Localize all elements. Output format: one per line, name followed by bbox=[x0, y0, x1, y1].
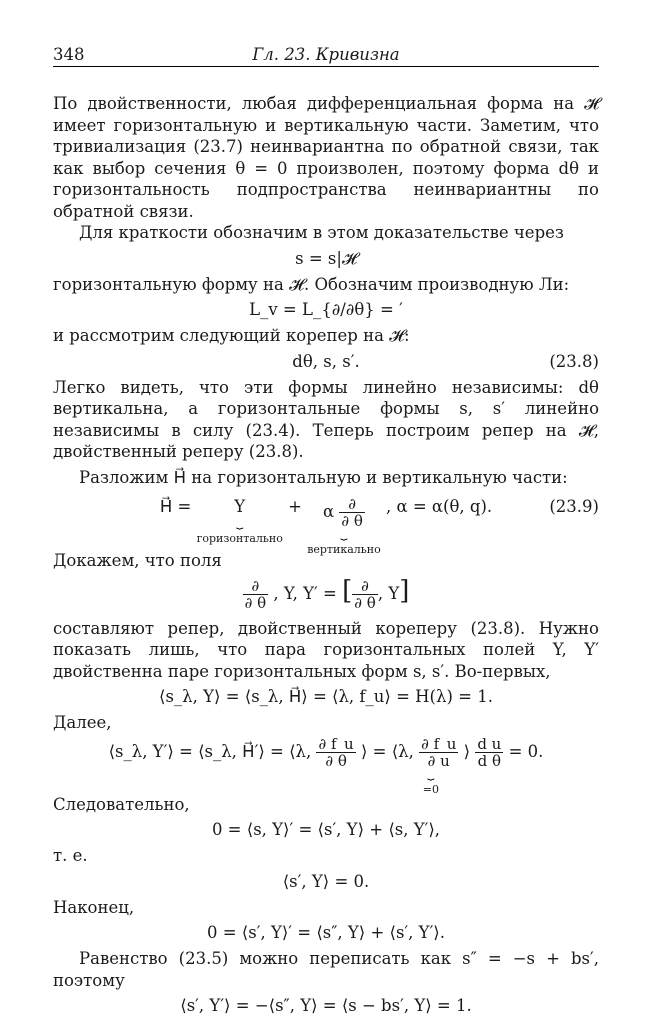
running-header bbox=[53, 44, 599, 67]
equation-number: (23.8) bbox=[549, 351, 599, 371]
paragraph-rewrite: Равенство (23.5) можно переписать как s″ = −s + bs′, поэтому bbox=[53, 949, 599, 990]
paragraph-horizontal-form: горизонтальную форму на 𝓗. Обозначим производную Ли: bbox=[53, 274, 570, 294]
paragraph-brevity: Для краткости обозначим в этом доказательстве через bbox=[79, 223, 564, 242]
equation-s: s = s|𝓗 bbox=[295, 248, 357, 268]
equation-23-8: dθ, s, s′. (23.8) bbox=[292, 351, 599, 371]
equation-ie: ⟨s′, Y⟩ = 0. bbox=[282, 871, 370, 891]
paragraph-duality: По двойственности, любая дифференциальная форма на 𝓗 имеет горизонтальную и вертикальную части. Заметим, что тривиализация (23.7) неинвариантна по обратной связи, так как выбор сечения θ = 0 произволен, поэтому форма dθ и горизонтальность подпространства неинвариантны по обратной связи. bbox=[53, 94, 599, 221]
equation-consequence: 0 = ⟨s, Y⟩′ = ⟨s′, Y⟩ + ⟨s, Y′⟩, bbox=[211, 820, 441, 839]
equation-fields: $\frac{\partial}{\partial \theta}$ , Y, Y′ = [ $\frac{\partial}{\partial \theta}$ , Y] bbox=[244, 575, 410, 612]
paragraph-coframe: и рассмотрим следующий корепер на 𝓗: bbox=[53, 326, 410, 345]
equation-final-2: ⟨s′, Y′⟩ = −⟨s″, Y⟩ = ⟨s − bs′, Y⟩ = 1. bbox=[180, 996, 472, 1015]
equation-lie-derivative: L_v = L_{∂/∂θ} = ′ bbox=[249, 300, 403, 319]
running-title: Гл. 23. Кривизна bbox=[252, 45, 400, 64]
paragraph-independent: Легко видеть, что эти формы линейно независимы: dθ вертикальна, а горизонтальные формы s, s′ линейно независимы в силу (23.4). Теперь построим репер на 𝓗, двойственный реперу (23.8). bbox=[53, 377, 599, 461]
underbrace-vertical: α $\frac{\partial}{\partial \theta}$ ⏟ вертикально bbox=[307, 495, 381, 556]
equation-23-9: H⃗ = Y ⏟ горизонтально + α $\frac{\partial}{\partial \theta}$ ⏟ вертикально , α = α(θ, q). (23.9) bbox=[53, 488, 599, 544]
equation-pair-2: ⟨s_λ, Y′⟩ = ⟨s_λ, H⃗′⟩ = ⟨λ, $\frac{\partial f\_u}{\partial \theta}$ ⟩ = ⟨λ, $\frac{\partial f\_u}{\partial u}$ ⟩ ⏟ =0 $\frac{\text{d u}}{\text{d θ}}$ = 0. bbox=[53, 734, 599, 788]
paragraph-next: Далее, bbox=[53, 713, 112, 732]
underbrace-zero: ⟨λ, $\frac{\partial f\_u}{\partial u}$ ⟩ ⏟ =0 bbox=[391, 734, 471, 796]
fraction-d-dtheta: $\frac{\partial}{\partial \theta}$ bbox=[341, 495, 363, 530]
underbrace-horizontal: Y ⏟ горизонтально bbox=[196, 497, 283, 545]
paragraph-finally: Наконец, bbox=[53, 897, 135, 917]
paragraph-dual-frame: составляют репер, двойственный кореперу (23.8). Нужно показать лишь, что пара горизонтальных полей Y, Y′ двойственна паре горизонтальных форм s, s′. Во-первых, bbox=[53, 618, 599, 681]
paragraph-prove: Докажем, что поля bbox=[53, 551, 222, 570]
paragraph-ie: т. е. bbox=[53, 846, 88, 865]
paragraph-decompose: Разложим H⃗ на горизонтальную и вертикальную части: bbox=[79, 467, 568, 487]
page-number: 348 bbox=[53, 45, 85, 64]
equation-pair-1: ⟨s_λ, Y⟩ = ⟨s_λ, H⃗⟩ = ⟨λ, f_u⟩ = H(λ) = 1. bbox=[159, 687, 493, 706]
book-page bbox=[53, 44, 599, 1021]
paragraph-therefore: Следовательно, bbox=[53, 794, 190, 814]
equation-number: (23.9) bbox=[549, 497, 599, 516]
equation-final-1: 0 = ⟨s′, Y⟩′ = ⟨s″, Y⟩ + ⟨s′, Y′⟩. bbox=[206, 923, 445, 942]
